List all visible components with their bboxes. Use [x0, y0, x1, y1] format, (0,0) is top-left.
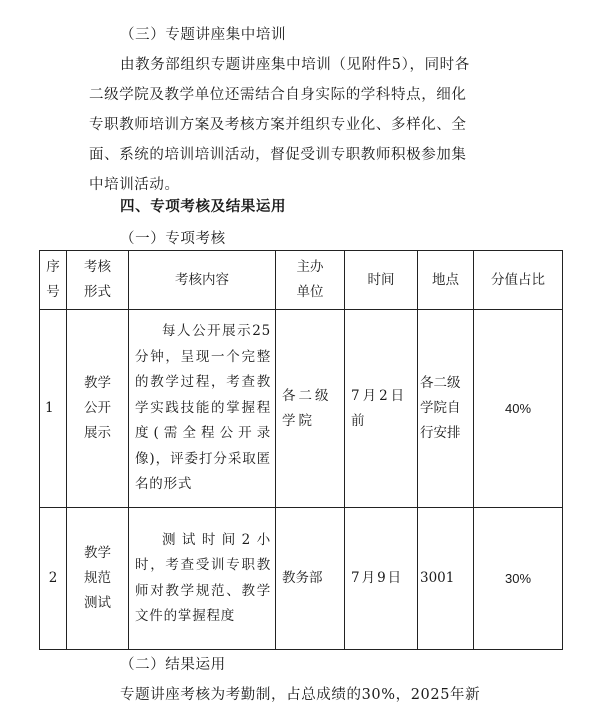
paragraph-line: 由教务部组织专题讲座集中培训（见附件5），同时各	[120, 57, 470, 73]
section-heading-4: 四、专项考核及结果运用	[120, 199, 287, 215]
row2-seq-value: 2	[48, 570, 58, 586]
row2-content	[129, 508, 276, 650]
paragraph-line: 二级学院及教学单位还需结合自身实际的学科特点，细化	[89, 87, 467, 103]
row1-seq-value: 1	[45, 400, 54, 416]
subsection-heading-2: （二）结果运用	[120, 657, 226, 673]
row2-host-value: 教务部	[282, 570, 323, 586]
row1-content-value: 每人公开展示25分钟，呈现一个完整的教学过程，考查教学实践技能的掌握程度(需全程公开录像)，评委打分采取匿名的形式	[135, 323, 271, 493]
paragraph-line: 专职教师培训方案及考核方案并组织专业化、多样化、全	[89, 117, 467, 133]
table-row	[40, 508, 563, 650]
header-form-label: 考核 形式	[84, 259, 111, 300]
header-seq-label: 序 号	[46, 259, 60, 300]
subsection-heading-1: （一）专项考核	[120, 231, 226, 247]
row2-form	[67, 508, 129, 650]
row1-form-value: 教学 公开 展示	[84, 375, 111, 441]
header-weight	[474, 251, 563, 310]
row2-host	[276, 508, 345, 650]
row2-weight	[474, 508, 563, 650]
row1-form	[67, 310, 129, 508]
paragraph-line: 专题讲座考核为考勤制，占总成绩的30%，2025年新	[120, 687, 481, 703]
paragraph-line: 中培训活动。	[89, 177, 180, 193]
row1-time	[345, 310, 418, 508]
row2-seq	[40, 508, 67, 650]
header-seq	[40, 251, 67, 310]
header-host	[276, 251, 345, 310]
header-place-label: 地点	[432, 271, 459, 288]
row1-content	[129, 310, 276, 508]
row2-place-value: 3001	[420, 570, 455, 586]
row1-weight	[474, 310, 563, 508]
header-content	[129, 251, 276, 310]
row1-host	[276, 310, 345, 508]
subsection-heading-3: （三）专题讲座集中培训	[120, 27, 287, 43]
row1-seq	[40, 310, 67, 508]
header-content-label: 考核内容	[175, 271, 229, 288]
assessment-table	[39, 250, 563, 650]
row2-time-value: 7月9日	[351, 570, 404, 586]
row1-time-value: 7月2日 前	[351, 387, 408, 429]
row1-host-value: 各二级 学院	[282, 387, 332, 429]
header-time	[345, 251, 418, 310]
table-header-row	[40, 251, 563, 310]
header-weight-label: 分值占比	[491, 271, 545, 288]
row2-weight-value: 30%	[504, 571, 532, 586]
header-time-label: 时间	[367, 271, 395, 288]
row1-weight-value: 40%	[504, 401, 532, 416]
row2-content-value: 测试时间2小时，考查受训专职教师对教学规范、教学文件的掌握程度	[135, 531, 271, 624]
row2-time	[345, 508, 418, 650]
header-form	[67, 251, 129, 310]
table-row	[40, 310, 563, 508]
row2-form-value: 教学 规范 测试	[84, 545, 111, 611]
row1-place-value: 各二级 学院自 行安排	[420, 375, 461, 441]
header-host-label: 主办 单位	[296, 259, 324, 300]
row1-place	[418, 310, 474, 508]
header-place	[418, 251, 474, 310]
paragraph-line: 面、系统的培训培训活动，督促受训专职教师积极参加集	[89, 147, 467, 163]
row2-place	[418, 508, 474, 650]
